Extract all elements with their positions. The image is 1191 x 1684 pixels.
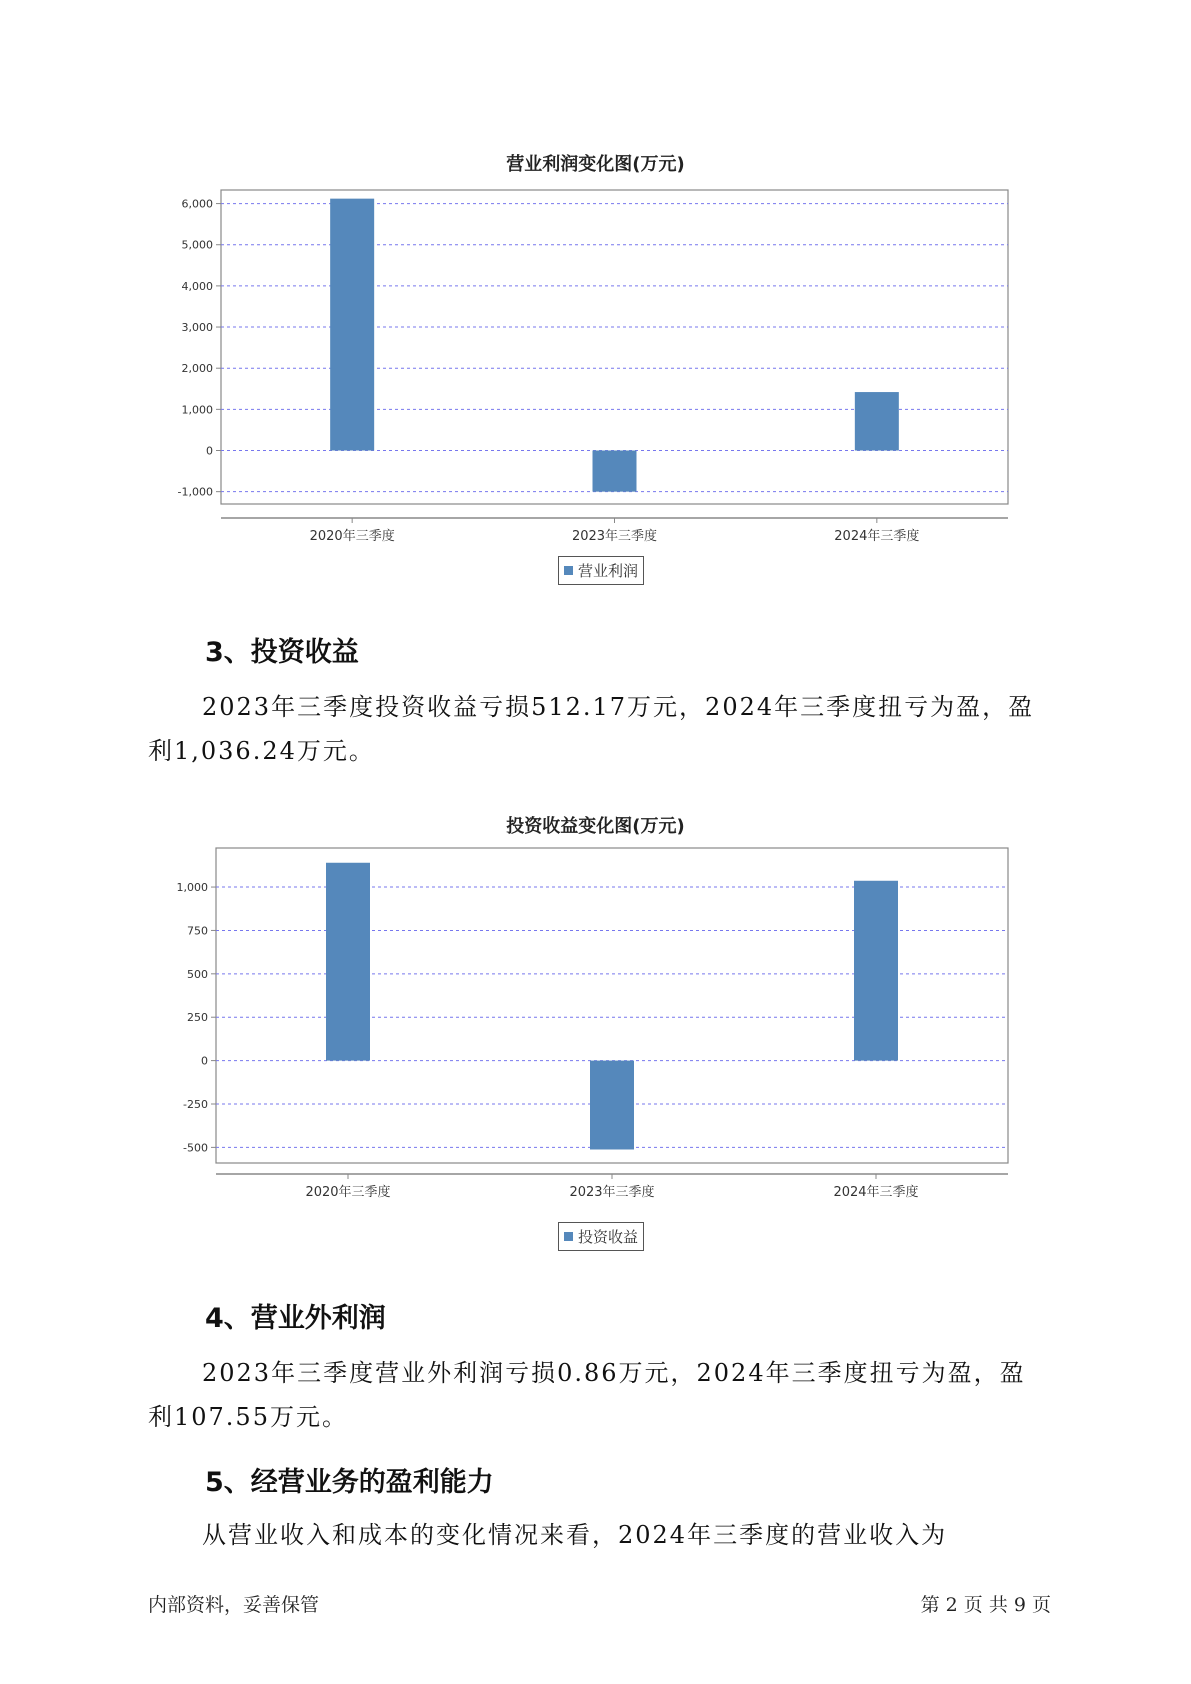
legend-swatch-icon [564, 1232, 573, 1241]
category-label: 2020年三季度 [305, 1185, 391, 1200]
category-label: 2020年三季度 [309, 529, 395, 544]
investment-income-chart [0, 843, 1191, 1243]
bar [326, 863, 370, 1061]
bar [854, 881, 898, 1061]
category-label: 2023年三季度 [571, 529, 658, 544]
y-tick-label: 3,000 [181, 321, 213, 335]
y-tick-label: 2,000 [181, 362, 213, 376]
bar [855, 392, 899, 450]
section-heading-investment-income: 3、投资收益 [205, 637, 359, 668]
category-label: 2024年三季度 [834, 529, 920, 544]
y-tick-label: 500 [187, 967, 208, 981]
y-tick-label: -1,000 [177, 485, 213, 499]
y-tick-label: 1,000 [176, 881, 208, 895]
y-tick-label: 5,000 [181, 238, 213, 252]
bar [593, 451, 637, 492]
category-label: 2023年三季度 [569, 1185, 655, 1200]
section-text-profitability: 从营业收入和成本的变化情况来看，2024年三季度的营业收入为 [202, 1521, 948, 1549]
category-label: 2024年三季度 [833, 1185, 919, 1200]
section-text-non-operating-profit: 2023年三季度营业外利润亏损0.86万元，2024年三季度扭亏为盈，盈利107.55万元。 [148, 1359, 1026, 1431]
chart2-legend-label: 投资收益 [578, 1228, 639, 1246]
legend-swatch-icon [564, 566, 573, 575]
section-text-investment-income: 2023年三季度投资收益亏损512.17万元，2024年三季度扭亏为盈，盈利1,036.24万元。 [148, 693, 1035, 765]
y-tick-label: -500 [183, 1141, 208, 1155]
bar [590, 1061, 634, 1150]
section-heading-profitability: 5、经营业务的盈利能力 [205, 1467, 494, 1498]
chart2-title: 投资收益变化图(万元) [506, 816, 685, 837]
y-tick-label: 250 [187, 1011, 208, 1025]
y-tick-label: -250 [183, 1097, 208, 1111]
bar [330, 199, 374, 451]
footer-confidential-note: 内部资料，妥善保管 [148, 1594, 320, 1616]
y-tick-label: 0 [201, 1054, 208, 1068]
chart1-legend-label: 营业利润 [578, 562, 639, 580]
chart1-legend [558, 556, 644, 585]
footer-page-number: 第 2 页 共 9 页 [920, 1594, 1051, 1616]
operating-profit-chart [0, 180, 1191, 580]
chart2-legend [558, 1222, 644, 1251]
y-tick-label: 1,000 [181, 403, 213, 417]
section-heading-non-operating-profit: 4、营业外利润 [205, 1303, 386, 1334]
y-tick-label: 0 [206, 444, 213, 458]
chart1-title: 营业利润变化图(万元) [506, 154, 685, 175]
y-tick-label: 750 [187, 924, 208, 938]
y-tick-label: 6,000 [181, 197, 213, 211]
y-tick-label: 4,000 [181, 279, 213, 293]
